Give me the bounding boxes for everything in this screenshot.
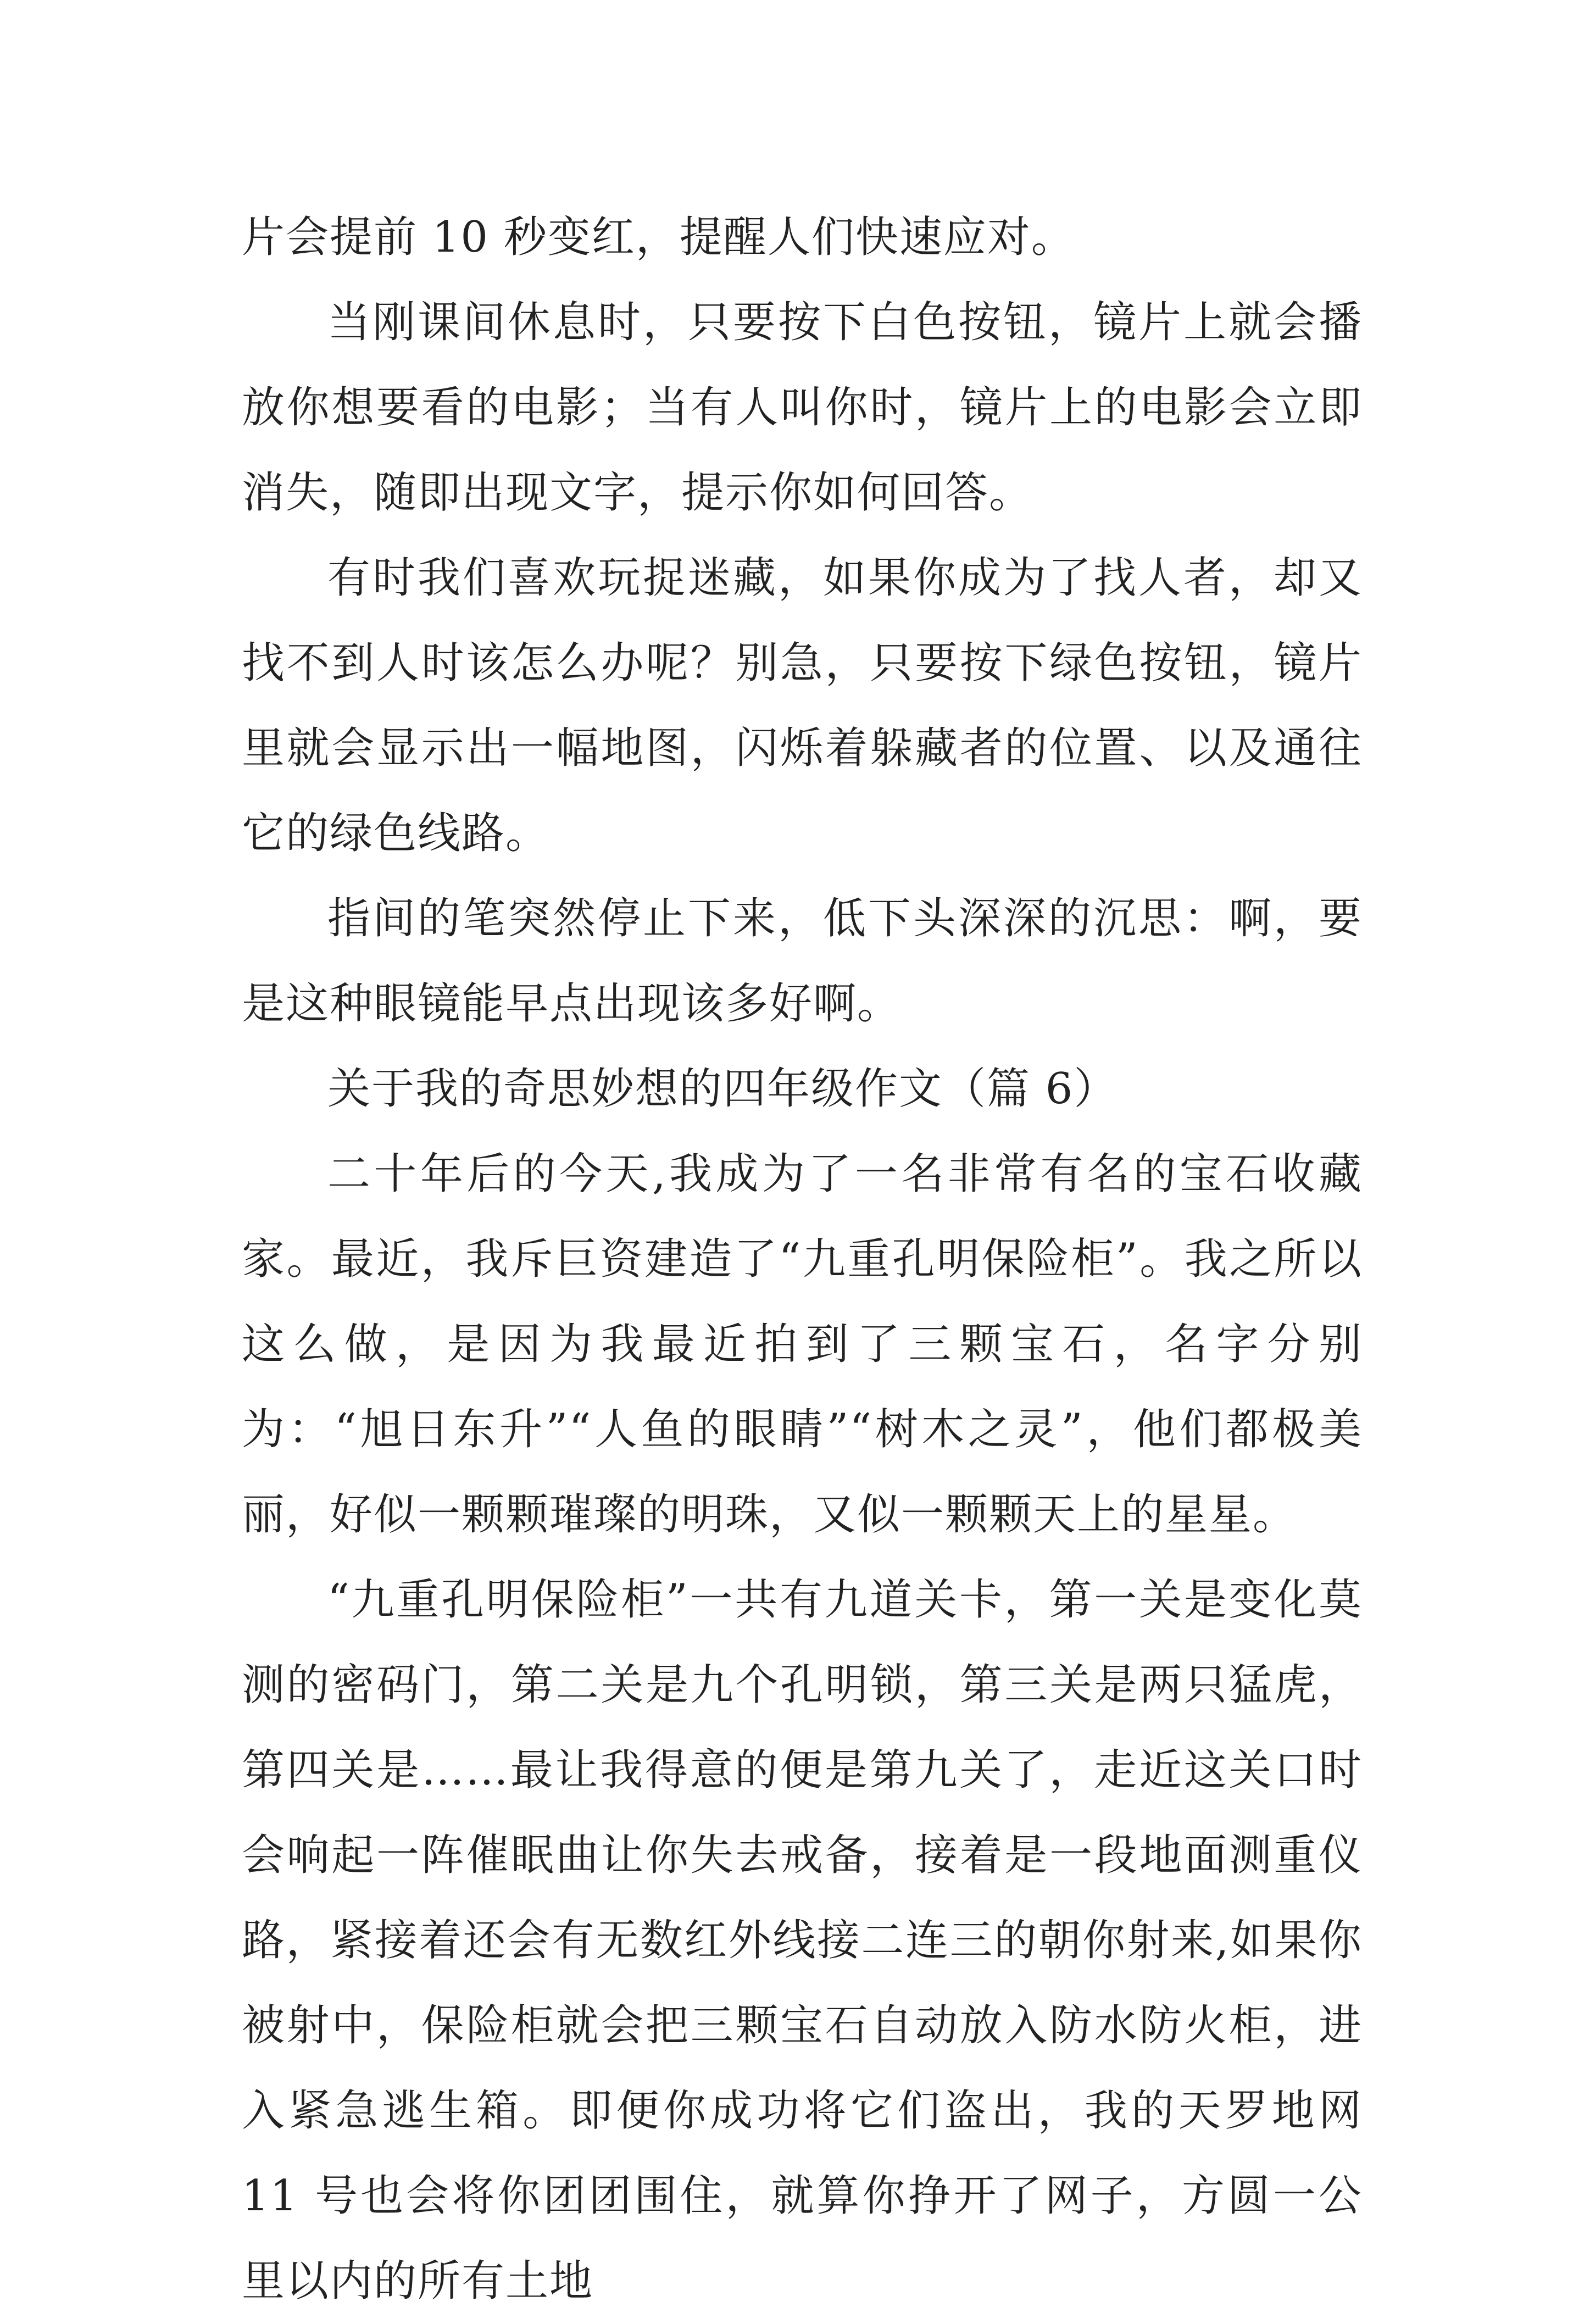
paragraph-2: 当刚课间休息时，只要按下白色按钮，镜片上就会播放你想要看的电影；当有人叫你时，镜片上的电影会立即消失，随即出现文字，提示你如何回答。 (242, 298, 1363, 518)
section-heading: 关于我的奇思妙想的四年级作文（篇 6） (327, 1064, 1118, 1114)
paragraph-3: 有时我们喜欢玩捉迷藏，如果你成为了找人者，却又找不到人时该怎么办呢？别急，只要按下绿色按钮，镜片里就会显示出一幅地图，闪烁着躲藏者的位置、以及通往它的绿色线路。 (242, 553, 1363, 858)
document-body (242, 195, 1363, 2324)
paragraph-6: “九重孔明保险柜”一共有九道关卡，第一关是变化莫测的密码门，第二关是九个孔明锁，第三关是两只猛虎，第四关是……最让我得意的便是第九关了，走近这关口时会响起一阵催眠曲让你失去戒备，接着是一段地面测重仪路，紧接着还会有无数红外线接二连三的朝你射来,如果你被射中，保险柜就会把三颗宝石自动放入防水防火柜，进入紧急逃生箱。即便你成功将它们盗出，我的天罗地网 11 号也会将你团团围住，就算你挣开了网子，方圆一公里以内的所有土地 (242, 1575, 1363, 2306)
paragraph-4: 指间的笔突然停止下来，低下头深深的沉思：啊，要是这种眼镜能早点出现该多好啊。 (242, 894, 1363, 1028)
paragraph-1: 片会提前 10 秒变红，提醒人们快速应对。 (242, 213, 1075, 262)
paragraph-5: 二十年后的今天,我成为了一名非常有名的宝石收藏家。最近，我斥巨资建造了“九重孔明保险柜”。我之所以这么做，是因为我最近拍到了三颗宝石，名字分别为：“旭日东升”“人鱼的眼睛”“树木之灵”，他们都极美丽，好似一颗颗璀璨的明珠，又似一颗颗天上的星星。 (242, 1149, 1363, 1539)
